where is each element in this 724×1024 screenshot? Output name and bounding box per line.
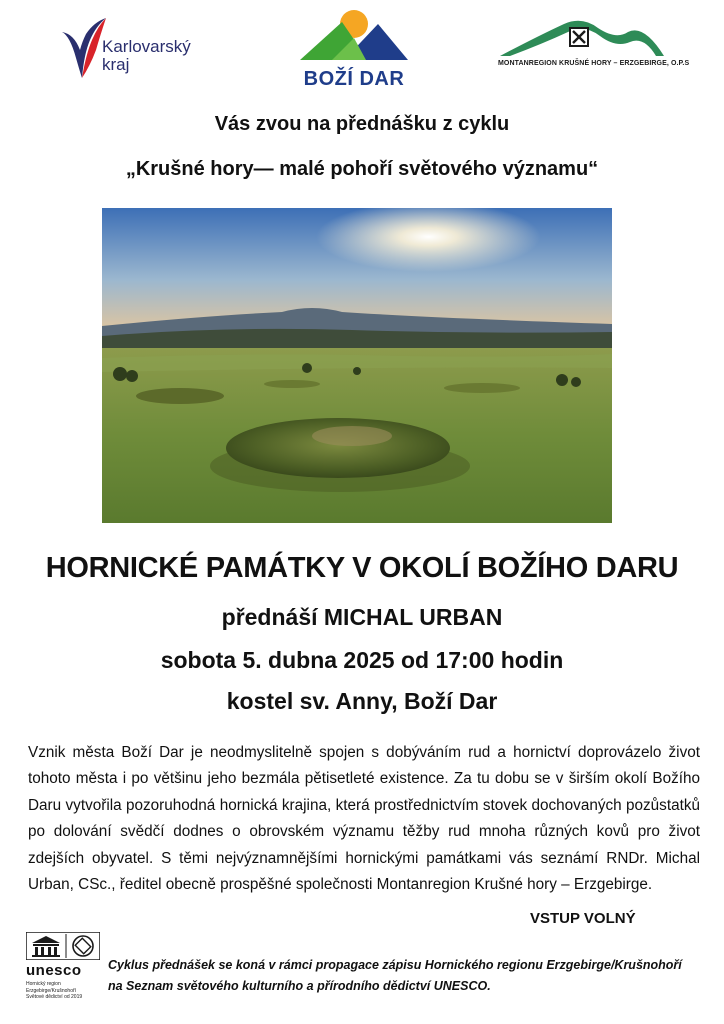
bozi-dar-mountain-icon	[296, 8, 412, 68]
montanregion-logo	[498, 14, 690, 78]
karlovarsky-kraj-logo	[60, 12, 220, 80]
event-title: HORNICKÉ PAMÁTKY V OKOLÍ BOŽÍHO DARU	[45, 552, 679, 584]
unesco-word: unesco	[26, 962, 82, 979]
lecturer-line: přednáší MICHAL URBAN	[221, 604, 503, 630]
montanregion-mountain-icon	[498, 14, 666, 60]
unesco-small-2: Erzgebirge/Krušnohoří	[26, 987, 77, 994]
event-date: sobota 5. dubna 2025 od 17:00 hodin	[160, 647, 564, 673]
bozi-dar-logo-text: BOŽÍ DAR	[303, 68, 405, 90]
unesco-small-3: Světové dědictví od 2019	[26, 994, 83, 1000]
montanregion-logo-text: MONTANREGION KRUŠNÉ HORY – ERZGEBIRGE, O.P.S	[498, 60, 690, 67]
event-place: kostel sv. Anny, Boží Dar	[226, 688, 498, 714]
karlovarsky-line2: kraj	[102, 55, 130, 74]
karlovarsky-line1: Karlovarský	[102, 37, 191, 56]
entry-free-label: VSTUP VOLNÝ	[530, 910, 636, 927]
bozi-dar-logo	[296, 8, 412, 88]
footer-line-1: Cyklus přednášek se koná v rámci propagace zápisu Hornického regionu Erzgebirge/Krušnohoří	[108, 958, 682, 972]
invite-line-2: „Krušné hory— malé pohoří světového významu“	[125, 158, 599, 180]
unesco-small-1: Hornický region	[26, 981, 61, 987]
footer-note	[108, 955, 708, 997]
landscape-photo	[102, 208, 612, 523]
unesco-temple-icon	[26, 932, 100, 960]
invite-line-1: Vás zvou na přednášku z cyklu	[214, 113, 510, 135]
event-description: Vznik města Boží Dar je neodmyslitelně spojen s dobýváním rud a hornictví doprovázelo život tohoto města i po většinu jeho bezmála pětisetleté existence. Za tu dobu se v širším okolí Božího Daru vytvořila pozoruhodná hornická krajina, která prostřednictvím stovek dochovaných pozůstatků po dolování svědčí dodnes o obrovském významu těžby rud mnoha různých kovů pro život zdejších obyvatel. S těmi nejvýznamnějšími hornickými památkami vás seznámí RNDr. Michal Urban, CSc., ředitel obecně prospěšné společnosti Montanregion Krušné hory – Erzgebirge.	[28, 744, 700, 894]
unesco-logo	[26, 932, 106, 1008]
karlovarsky-kraj-mark-icon	[60, 14, 108, 80]
footer-line-2: na Seznam světového kulturního a přírodního dědictví UNESCO.	[108, 979, 491, 993]
